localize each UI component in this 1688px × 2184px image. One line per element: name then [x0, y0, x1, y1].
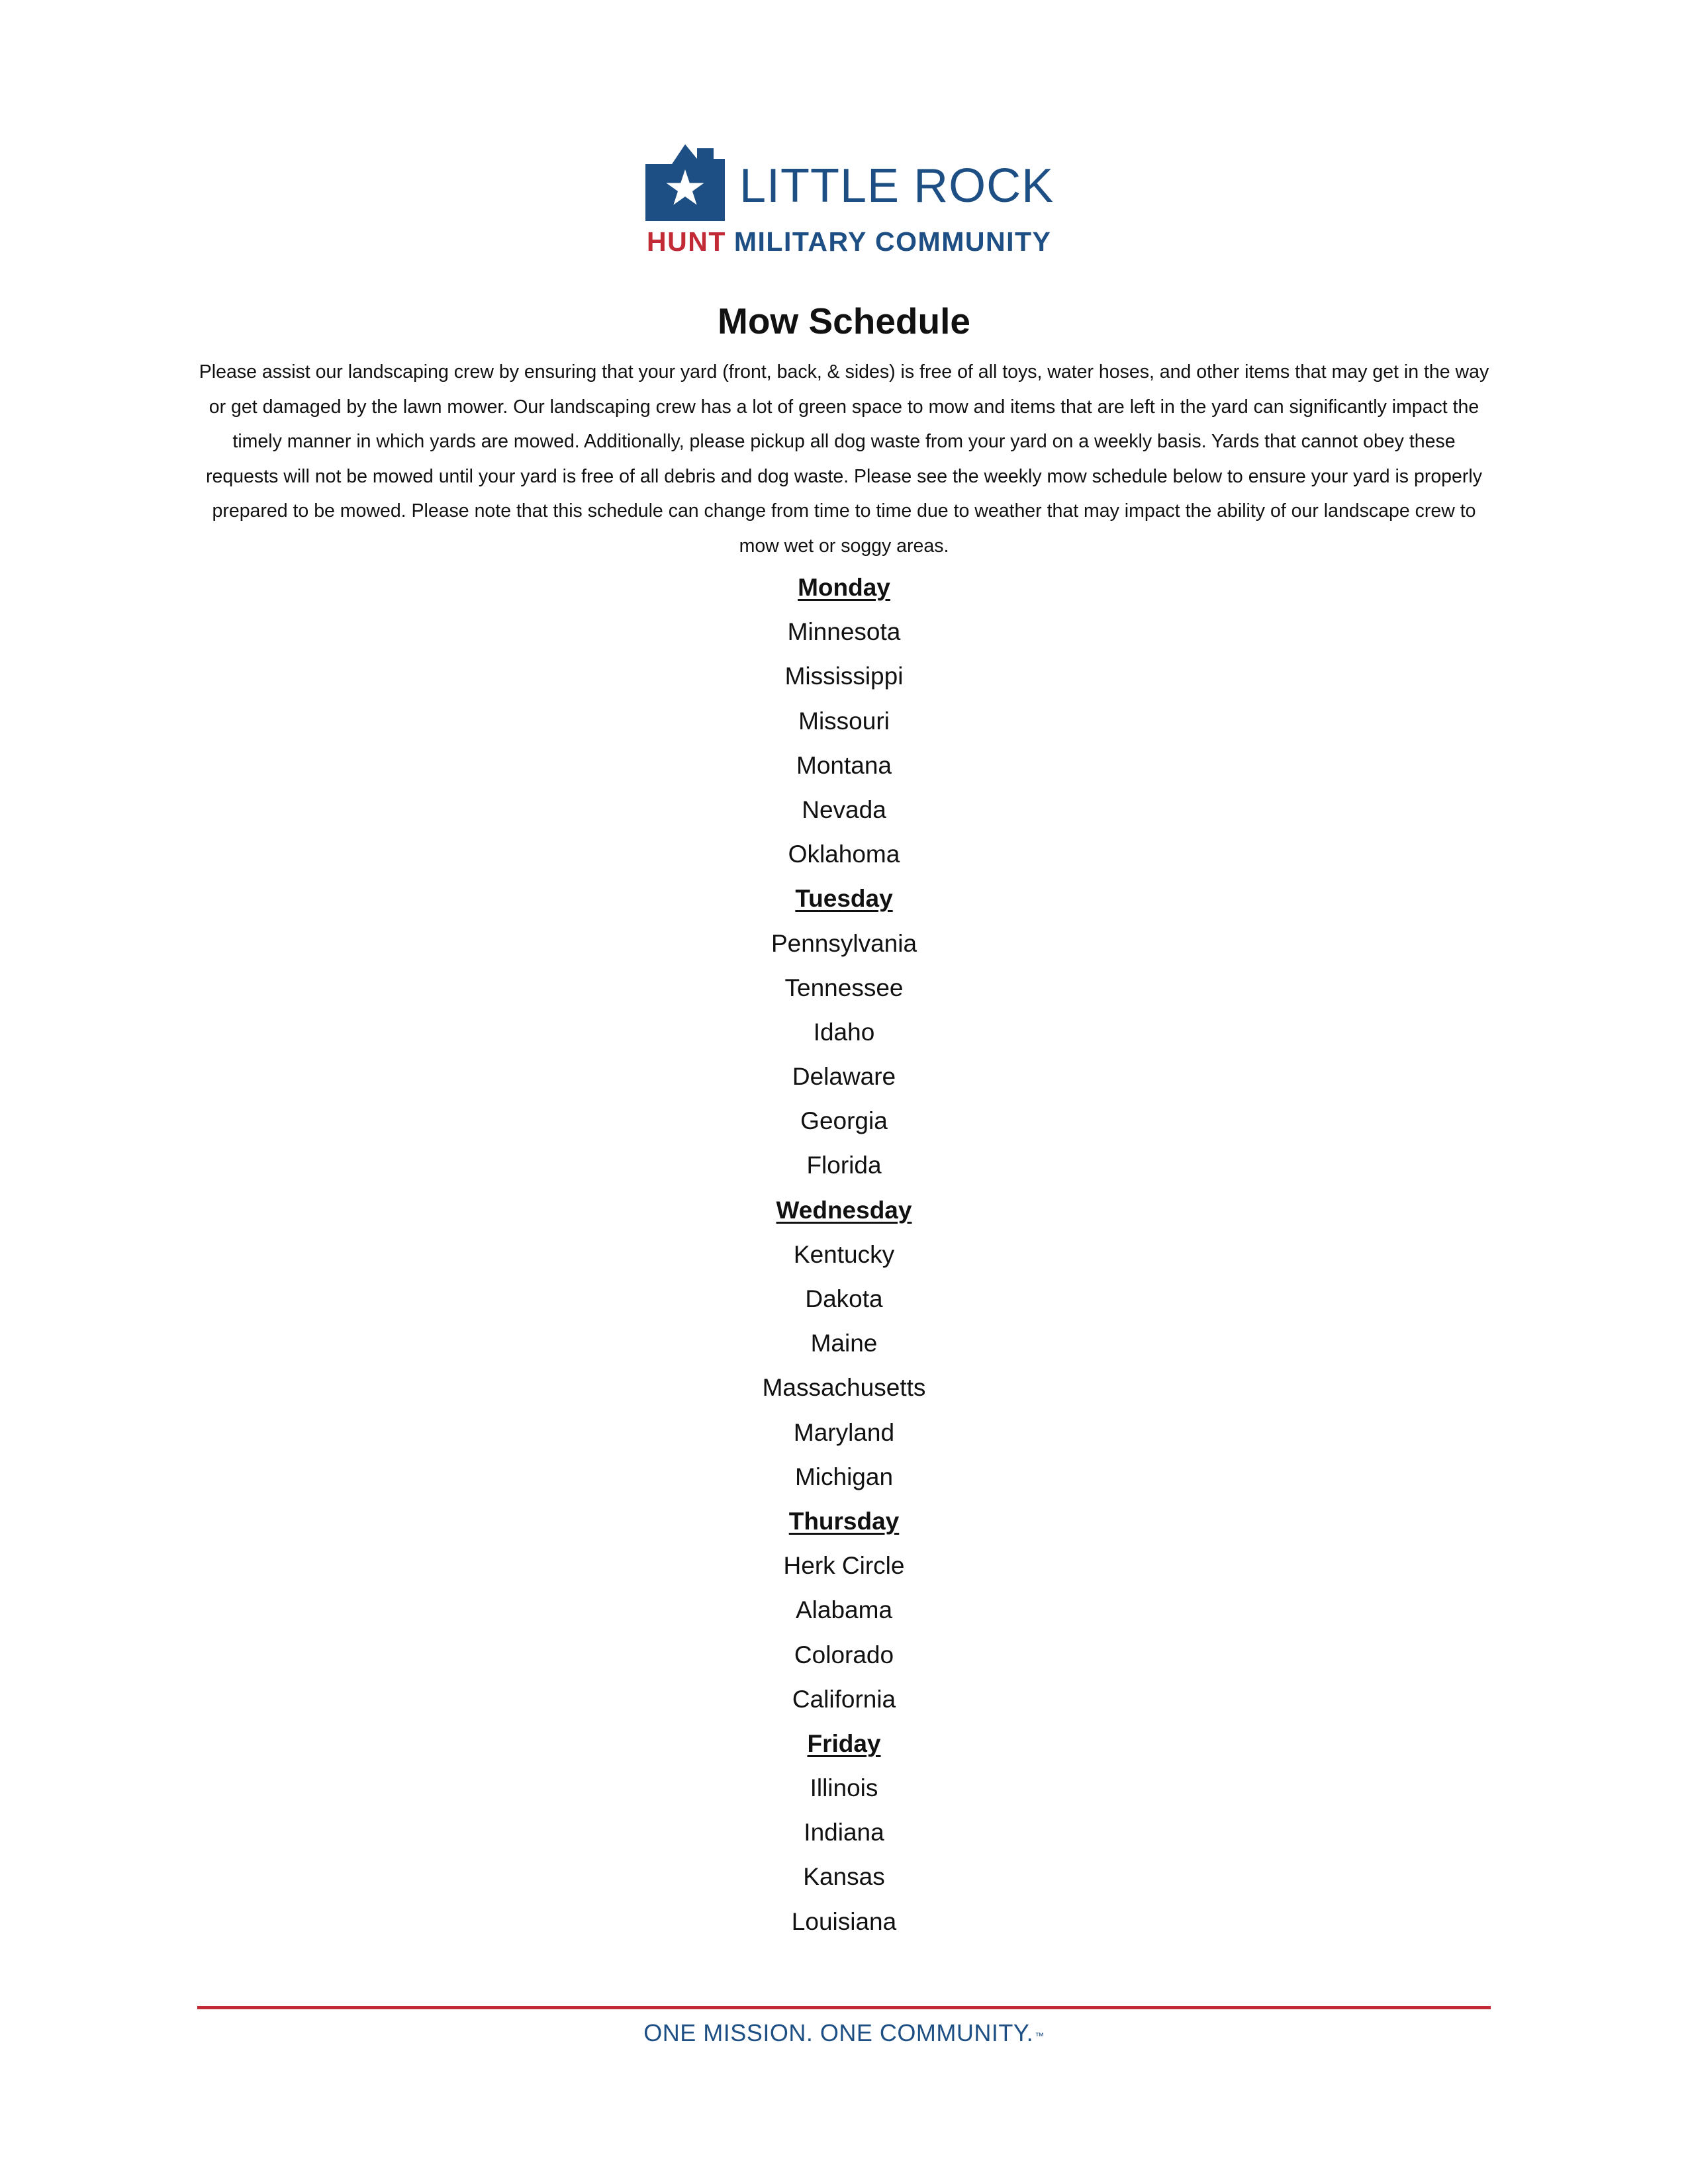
little-rock-logo: [645, 142, 1056, 261]
street-item: Michigan: [794, 1463, 894, 1490]
street-item: Maryland: [793, 1418, 895, 1446]
day-heading-friday: Friday: [807, 1729, 881, 1757]
page-title: Mow Schedule: [718, 300, 970, 341]
footer-divider: [197, 2006, 1491, 2009]
street-item: Colorado: [794, 1641, 894, 1668]
street-item: Oklahoma: [788, 841, 900, 868]
street-item: Florida: [806, 1152, 882, 1179]
street-item: Dakota: [805, 1285, 883, 1312]
street-item: Pennsylvania: [771, 929, 917, 957]
street-item: Alabama: [795, 1596, 893, 1624]
footer-tagline-text: ONE MISSION. ONE COMMUNITY.: [643, 2019, 1034, 2046]
street-item: Kansas: [803, 1863, 885, 1891]
logo-subtitle-rest: MILITARY COMMUNITY: [733, 226, 1052, 257]
street-item: Delaware: [792, 1063, 896, 1091]
street-item: Missouri: [798, 707, 890, 735]
street-item: Montana: [796, 751, 892, 779]
day-heading-wednesday: Wednesday: [776, 1196, 912, 1224]
day-heading-thursday: Thursday: [788, 1507, 900, 1535]
street-item: Indiana: [804, 1819, 884, 1846]
street-item: Minnesota: [787, 618, 901, 646]
street-item: Georgia: [800, 1107, 888, 1135]
day-heading-monday: Monday: [798, 574, 890, 601]
street-item: Maine: [810, 1330, 878, 1357]
logo-subtitle-hunt: HUNT: [647, 226, 726, 257]
house-star-icon: [645, 144, 725, 221]
street-item: Nevada: [802, 796, 886, 823]
street-item: California: [792, 1685, 896, 1713]
street-item: Mississippi: [784, 662, 904, 690]
street-item: Louisiana: [791, 1907, 897, 1935]
day-heading-tuesday: Tuesday: [795, 885, 893, 913]
street-item: Kentucky: [793, 1240, 895, 1268]
mow-schedule-list: [0, 565, 1688, 1944]
logo-title: LITTLE ROCK: [739, 159, 1055, 212]
street-item: Massachusetts: [762, 1374, 926, 1402]
trademark-symbol: ™: [1035, 2030, 1045, 2041]
footer-tagline: [0, 2019, 1688, 2048]
intro-paragraph: Please assist our landscaping crew by ensuring that your yard (front, back, & sides) is free of all toys, water hoses, and other items that may get in the way or get damaged by the lawn mower. Our landscaping crew has a lot of green space to mow and items that are left in the yard can significantly impact the timely manner in which yards are mowed. Additionally, please pickup all dog waste from your yard on a weekly basis. Yards that cannot obey these requests will not be mowed until your yard is free of all debris and dog waste. Please see the weekly mow schedule below to ensure your yard is properly prepared to be mowed. Please note that this schedule can change from time to time due to weather that may impact the ability of our landscape crew to mow wet or soggy areas.: [199, 361, 1489, 557]
street-item: Illinois: [810, 1774, 878, 1802]
street-item: Idaho: [813, 1018, 875, 1046]
street-item: Herk Circle: [783, 1552, 905, 1580]
logo-subtitle: [647, 228, 1051, 255]
street-item: Tennessee: [784, 974, 904, 1001]
